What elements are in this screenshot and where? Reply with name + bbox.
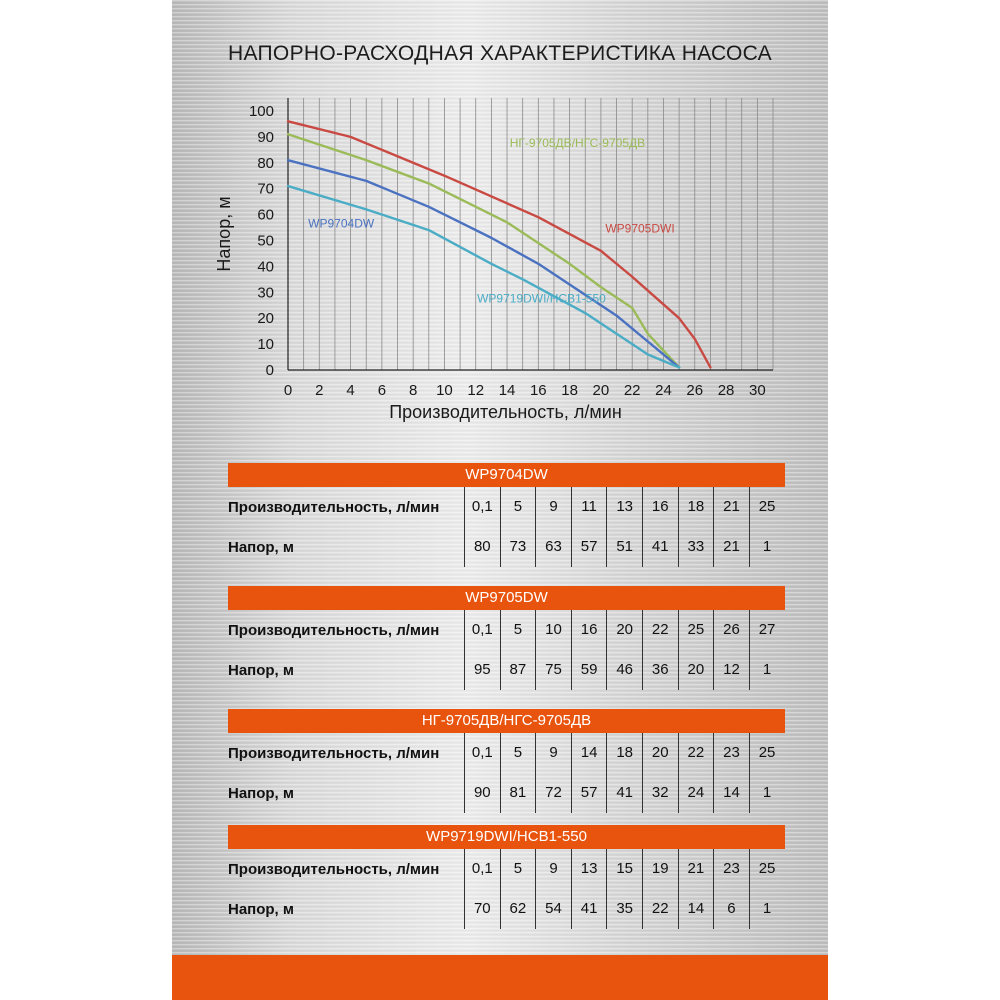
table-cell: 22 [678,733,714,773]
table-cell: 9 [535,487,571,527]
page-title: НАПОРНО-РАСХОДНАЯ ХАРАКТЕРИСТИКА НАСОСА [228,42,772,65]
table-cell: 32 [642,773,678,813]
table-cell: 70 [464,889,500,929]
x-tick-label: 18 [561,382,578,399]
table-cell: 57 [571,527,607,567]
series-label: WP9705DWI [605,221,675,236]
table-cell: 22 [642,610,678,650]
x-tick-label: 8 [408,382,418,399]
table-cell: 5 [500,733,536,773]
table-ng-9705dv [228,709,785,813]
table-row-head [228,773,785,813]
table-cell: 41 [571,889,607,929]
table-cell: 54 [535,889,571,929]
table-cell: 25 [749,849,785,889]
x-tick-label: 26 [686,382,704,399]
table-cell: 20 [678,650,714,690]
table-cell: 19 [642,849,678,889]
table-title: WP9719DWI/HCB1-550 [228,825,785,849]
table-cell: 20 [606,610,642,650]
table-cell: 24 [678,773,714,813]
table-row-flow [228,733,785,773]
y-tick-label: 20 [257,310,274,328]
x-tick-label: 22 [623,382,641,399]
table-cell: 21 [713,487,749,527]
y-tick-label: 10 [257,336,274,354]
table-cell: 33 [678,527,714,567]
row-label: Производительность, л/мин [228,744,440,762]
table-cell: 41 [642,527,678,567]
x-tick-label: 28 [717,382,735,399]
table-cell: 9 [535,733,571,773]
y-tick-label: 90 [257,128,274,146]
y-tick-label: 0 [265,362,274,379]
x-tick-label: 30 [749,382,766,399]
table-cell: 87 [500,650,536,690]
table-cell: 73 [500,527,536,567]
table-cell: 80 [464,527,500,567]
row-label: Напор, м [228,784,294,802]
y-tick-label: 70 [257,180,274,198]
table-cell: 25 [678,610,714,650]
background-panel [172,0,828,1000]
table-wp9705dw [228,586,785,690]
x-axis-label: Производительность, л/мин [389,402,622,422]
table-cell: 81 [500,773,536,813]
table-cell: 13 [571,849,607,889]
table-title: WP9705DW [228,586,785,610]
table-cell: 25 [749,733,785,773]
table-cell: 6 [713,889,749,929]
table-row-flow [228,487,785,527]
table-cell: 5 [500,849,536,889]
table-title: WP9704DW [228,463,785,487]
table-cell: 20 [642,733,678,773]
table-row-head [228,889,785,929]
table-cell: 27 [749,610,785,650]
table-row-flow [228,849,785,889]
table-cell: 51 [606,527,642,567]
table-cell: 21 [678,849,714,889]
table-cell: 26 [713,610,749,650]
x-tick-label: 16 [529,382,547,399]
table-cell: 0,1 [464,487,500,527]
x-tick-label: 10 [436,382,453,399]
table-cell: 1 [749,773,785,813]
table-cell: 1 [749,889,785,929]
table-cell: 9 [535,849,571,889]
x-tick-label: 20 [592,382,610,399]
x-tick-label: 24 [655,382,672,399]
table-cell: 90 [464,773,500,813]
pump-curve-chart [172,0,828,440]
table-cell: 12 [713,650,749,690]
table-cell: 41 [606,773,642,813]
table-cell: 5 [500,610,536,650]
y-tick-label: 40 [257,258,274,276]
table-cell: 14 [571,733,607,773]
x-tick-label: 6 [377,382,387,399]
table-cell: 0,1 [464,610,500,650]
table-cell: 0,1 [464,733,500,773]
table-row-head [228,650,785,690]
table-cell: 59 [571,650,607,690]
row-label: Напор, м [228,900,294,918]
table-cell: 1 [749,527,785,567]
table-cell: 62 [500,889,536,929]
table-cell: 15 [606,849,642,889]
series-line [288,134,679,367]
row-label: Производительность, л/мин [228,498,440,516]
table-cell: 16 [571,610,607,650]
table-cell: 16 [642,487,678,527]
footer-bar [172,955,828,1000]
table-cell: 57 [571,773,607,813]
row-label: Производительность, л/мин [228,860,440,878]
series-label: НГ-9705ДВ/НГС-9705ДВ [509,136,646,151]
table-cell: 75 [535,650,571,690]
table-cell: 18 [606,733,642,773]
table-cell: 14 [678,889,714,929]
row-label: Напор, м [228,661,294,679]
table-cell: 63 [535,527,571,567]
y-tick-label: 80 [257,154,274,172]
y-tick-label: 30 [257,284,274,302]
y-tick-label: 100 [248,102,274,120]
table-cell: 21 [713,527,749,567]
table-cell: 23 [713,733,749,773]
table-cell: 72 [535,773,571,813]
series-line [288,186,679,367]
table-cell: 13 [606,487,642,527]
series-label: WP9719DWI/HCB1-550 [477,291,606,306]
table-cell: 1 [749,650,785,690]
table-row-head [228,527,785,567]
table-cell: 22 [642,889,678,929]
x-tick-label: 12 [467,382,485,399]
y-axis-label: Напор, м [214,196,234,272]
table-cell: 18 [678,487,714,527]
table-cell: 46 [606,650,642,690]
table-title: НГ-9705ДВ/НГС-9705ДВ [228,709,785,733]
table-cell: 23 [713,849,749,889]
table-cell: 0,1 [464,849,500,889]
x-tick-label: 0 [283,382,293,399]
x-tick-label: 14 [498,382,516,399]
table-cell: 25 [749,487,785,527]
table-cell: 14 [713,773,749,813]
x-tick-label: 2 [315,382,324,399]
series-label: WP9704DW [308,216,375,231]
table-cell: 10 [535,610,571,650]
y-tick-label: 60 [257,206,274,224]
table-wp9704dw [228,463,785,567]
y-tick-label: 50 [257,232,274,250]
row-label: Производительность, л/мин [228,621,440,639]
table-cell: 35 [606,889,642,929]
table-row-flow [228,610,785,650]
table-cell: 95 [464,650,500,690]
table-cell: 5 [500,487,536,527]
table-cell: 36 [642,650,678,690]
row-label: Напор, м [228,538,294,556]
x-tick-label: 4 [346,382,355,399]
table-cell: 11 [571,487,607,527]
table-wp9719dwi [228,825,785,929]
